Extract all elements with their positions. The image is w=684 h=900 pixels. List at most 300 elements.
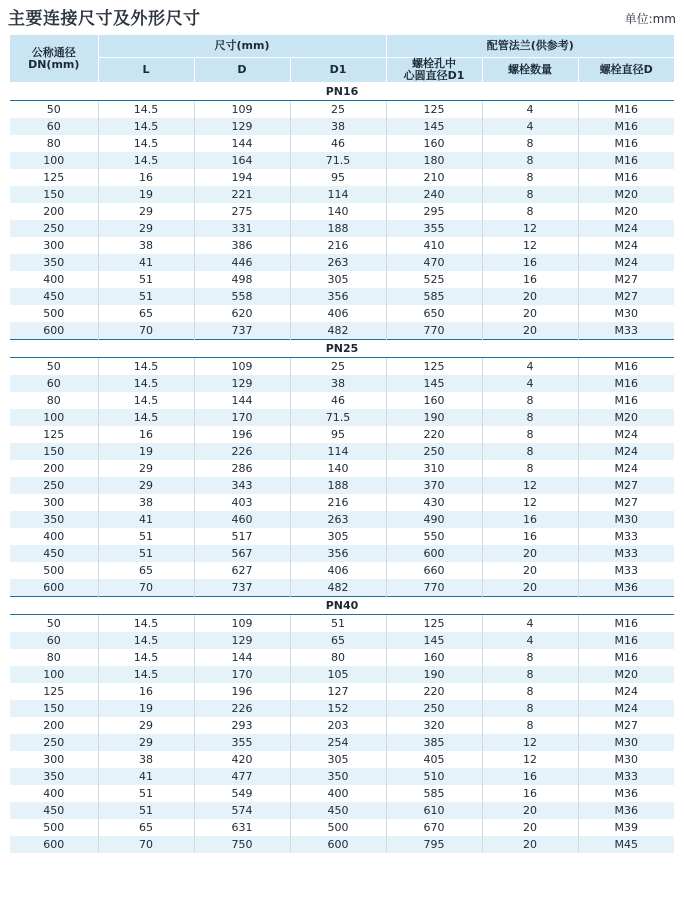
cell-bolt-center: 310 <box>386 460 482 477</box>
cell-bolt-diameter: M30 <box>578 734 674 751</box>
cell-l: 14.5 <box>98 615 194 633</box>
cell-d: 331 <box>194 220 290 237</box>
cell-bolt-count: 20 <box>482 579 578 597</box>
cell-bolt-center: 525 <box>386 271 482 288</box>
cell-bolt-count: 16 <box>482 768 578 785</box>
cell-l: 14.5 <box>98 118 194 135</box>
table-row <box>10 649 674 666</box>
cell-bolt-center: 180 <box>386 152 482 169</box>
cell-dn: 80 <box>10 392 98 409</box>
cell-dn: 500 <box>10 305 98 322</box>
cell-l: 41 <box>98 768 194 785</box>
cell-bolt-count: 4 <box>482 101 578 119</box>
cell-d: 460 <box>194 511 290 528</box>
cell-bolt-diameter: M36 <box>578 579 674 597</box>
cell-dn: 400 <box>10 785 98 802</box>
header-dn-line2: DN(mm) <box>28 57 80 71</box>
table-row <box>10 443 674 460</box>
cell-bolt-count: 8 <box>482 649 578 666</box>
cell-d1: 600 <box>290 836 386 853</box>
cell-bolt-center: 220 <box>386 683 482 700</box>
cell-d1: 114 <box>290 186 386 203</box>
cell-l: 70 <box>98 836 194 853</box>
cell-bolt-center: 240 <box>386 186 482 203</box>
cell-dn: 450 <box>10 288 98 305</box>
table-row <box>10 819 674 836</box>
table-row <box>10 305 674 322</box>
cell-d: 196 <box>194 683 290 700</box>
cell-bolt-count: 16 <box>482 271 578 288</box>
cell-l: 41 <box>98 254 194 271</box>
cell-bolt-count: 4 <box>482 615 578 633</box>
cell-d1: 95 <box>290 169 386 186</box>
section-header-row <box>10 340 674 358</box>
cell-bolt-count: 12 <box>482 751 578 768</box>
cell-l: 19 <box>98 700 194 717</box>
cell-bolt-diameter: M24 <box>578 683 674 700</box>
cell-l: 14.5 <box>98 135 194 152</box>
cell-l: 16 <box>98 683 194 700</box>
cell-d: 446 <box>194 254 290 271</box>
cell-l: 38 <box>98 751 194 768</box>
cell-bolt-center: 470 <box>386 254 482 271</box>
header-size-group: 尺寸(mm) <box>98 35 386 58</box>
section-label: PN40 <box>10 597 674 615</box>
header-l: L <box>98 58 194 83</box>
cell-l: 70 <box>98 322 194 340</box>
cell-d1: 140 <box>290 460 386 477</box>
cell-d1: 203 <box>290 717 386 734</box>
cell-d1: 152 <box>290 700 386 717</box>
cell-bolt-center: 585 <box>386 288 482 305</box>
cell-bolt-count: 8 <box>482 683 578 700</box>
cell-bolt-count: 8 <box>482 135 578 152</box>
cell-d: 129 <box>194 375 290 392</box>
header-dn <box>10 35 98 83</box>
cell-bolt-diameter: M27 <box>578 494 674 511</box>
section-pn25-body <box>10 340 674 597</box>
table-row <box>10 477 674 494</box>
cell-dn: 300 <box>10 751 98 768</box>
cell-d: 109 <box>194 615 290 633</box>
table-row <box>10 683 674 700</box>
table-row <box>10 426 674 443</box>
cell-bolt-diameter: M24 <box>578 237 674 254</box>
cell-bolt-center: 405 <box>386 751 482 768</box>
cell-d: 558 <box>194 288 290 305</box>
cell-d: 549 <box>194 785 290 802</box>
table-row <box>10 135 674 152</box>
table-row <box>10 717 674 734</box>
cell-d: 226 <box>194 700 290 717</box>
cell-l: 38 <box>98 237 194 254</box>
cell-bolt-count: 20 <box>482 802 578 819</box>
cell-bolt-center: 220 <box>386 426 482 443</box>
cell-bolt-center: 600 <box>386 545 482 562</box>
cell-bolt-diameter: M27 <box>578 271 674 288</box>
cell-bolt-count: 12 <box>482 494 578 511</box>
cell-d: 109 <box>194 101 290 119</box>
cell-d: 403 <box>194 494 290 511</box>
header-bolt-center-line2: 心圆直径D1 <box>403 69 465 82</box>
header-d1: D1 <box>290 58 386 83</box>
cell-d1: 25 <box>290 358 386 376</box>
cell-bolt-diameter: M30 <box>578 305 674 322</box>
cell-bolt-center: 320 <box>386 717 482 734</box>
cell-dn: 200 <box>10 460 98 477</box>
cell-d: 386 <box>194 237 290 254</box>
header-d: D <box>194 58 290 83</box>
cell-bolt-count: 4 <box>482 358 578 376</box>
cell-bolt-diameter: M24 <box>578 700 674 717</box>
cell-dn: 50 <box>10 358 98 376</box>
cell-d1: 400 <box>290 785 386 802</box>
cell-bolt-center: 660 <box>386 562 482 579</box>
cell-d1: 450 <box>290 802 386 819</box>
cell-bolt-center: 490 <box>386 511 482 528</box>
cell-bolt-diameter: M16 <box>578 101 674 119</box>
cell-bolt-center: 125 <box>386 615 482 633</box>
cell-l: 14.5 <box>98 409 194 426</box>
section-label: PN16 <box>10 83 674 101</box>
section-pn40-body <box>10 597 674 854</box>
page-title: 主要连接尺寸及外形尺寸 <box>8 9 201 29</box>
cell-bolt-center: 160 <box>386 392 482 409</box>
cell-d1: 305 <box>290 751 386 768</box>
table-row <box>10 237 674 254</box>
cell-bolt-diameter: M30 <box>578 751 674 768</box>
cell-dn: 125 <box>10 683 98 700</box>
cell-dn: 600 <box>10 836 98 853</box>
cell-d: 144 <box>194 392 290 409</box>
cell-bolt-count: 20 <box>482 819 578 836</box>
cell-bolt-count: 8 <box>482 409 578 426</box>
cell-bolt-diameter: M16 <box>578 632 674 649</box>
cell-dn: 100 <box>10 152 98 169</box>
cell-d1: 114 <box>290 443 386 460</box>
cell-d: 567 <box>194 545 290 562</box>
cell-d1: 38 <box>290 375 386 392</box>
table-row <box>10 288 674 305</box>
cell-bolt-count: 8 <box>482 666 578 683</box>
cell-l: 65 <box>98 562 194 579</box>
cell-bolt-diameter: M36 <box>578 802 674 819</box>
cell-d: 170 <box>194 666 290 683</box>
cell-d1: 65 <box>290 632 386 649</box>
cell-bolt-count: 12 <box>482 237 578 254</box>
cell-l: 41 <box>98 511 194 528</box>
cell-d1: 263 <box>290 254 386 271</box>
cell-bolt-count: 8 <box>482 717 578 734</box>
table-row <box>10 579 674 597</box>
cell-d1: 356 <box>290 288 386 305</box>
table-row <box>10 152 674 169</box>
header-flange-group: 配管法兰(供参考) <box>386 35 674 58</box>
cell-bolt-center: 125 <box>386 358 482 376</box>
cell-bolt-diameter: M16 <box>578 615 674 633</box>
cell-l: 14.5 <box>98 649 194 666</box>
cell-dn: 600 <box>10 579 98 597</box>
cell-bolt-center: 550 <box>386 528 482 545</box>
cell-bolt-count: 20 <box>482 836 578 853</box>
table-row <box>10 632 674 649</box>
cell-bolt-diameter: M24 <box>578 220 674 237</box>
cell-l: 19 <box>98 443 194 460</box>
cell-l: 51 <box>98 288 194 305</box>
cell-bolt-diameter: M16 <box>578 375 674 392</box>
cell-dn: 150 <box>10 443 98 460</box>
cell-dn: 80 <box>10 135 98 152</box>
table-row <box>10 358 674 376</box>
table-row <box>10 700 674 717</box>
cell-d: 194 <box>194 169 290 186</box>
table-row <box>10 615 674 633</box>
table-row <box>10 118 674 135</box>
cell-dn: 100 <box>10 409 98 426</box>
cell-bolt-count: 8 <box>482 392 578 409</box>
cell-bolt-count: 8 <box>482 460 578 477</box>
cell-dn: 400 <box>10 271 98 288</box>
cell-bolt-center: 410 <box>386 237 482 254</box>
cell-bolt-center: 145 <box>386 375 482 392</box>
cell-dn: 500 <box>10 562 98 579</box>
cell-dn: 300 <box>10 494 98 511</box>
table-row <box>10 271 674 288</box>
cell-bolt-diameter: M24 <box>578 254 674 271</box>
table-row <box>10 511 674 528</box>
cell-d1: 46 <box>290 392 386 409</box>
cell-bolt-center: 670 <box>386 819 482 836</box>
cell-d: 275 <box>194 203 290 220</box>
cell-d1: 350 <box>290 768 386 785</box>
cell-l: 51 <box>98 271 194 288</box>
cell-l: 29 <box>98 717 194 734</box>
cell-d1: 216 <box>290 494 386 511</box>
cell-bolt-center: 210 <box>386 169 482 186</box>
table-row <box>10 836 674 853</box>
cell-dn: 450 <box>10 802 98 819</box>
cell-d1: 305 <box>290 528 386 545</box>
cell-dn: 100 <box>10 666 98 683</box>
cell-dn: 50 <box>10 101 98 119</box>
cell-d1: 105 <box>290 666 386 683</box>
cell-d1: 46 <box>290 135 386 152</box>
cell-dn: 500 <box>10 819 98 836</box>
cell-d1: 140 <box>290 203 386 220</box>
cell-dn: 300 <box>10 237 98 254</box>
cell-bolt-center: 430 <box>386 494 482 511</box>
cell-dn: 60 <box>10 632 98 649</box>
cell-bolt-diameter: M16 <box>578 135 674 152</box>
cell-bolt-center: 770 <box>386 322 482 340</box>
cell-d1: 254 <box>290 734 386 751</box>
cell-bolt-diameter: M30 <box>578 511 674 528</box>
cell-bolt-center: 250 <box>386 443 482 460</box>
cell-d1: 406 <box>290 562 386 579</box>
cell-dn: 350 <box>10 254 98 271</box>
cell-bolt-count: 20 <box>482 545 578 562</box>
cell-d: 226 <box>194 443 290 460</box>
cell-bolt-diameter: M16 <box>578 649 674 666</box>
cell-bolt-diameter: M33 <box>578 562 674 579</box>
section-header-row <box>10 83 674 101</box>
table-row <box>10 169 674 186</box>
cell-bolt-center: 610 <box>386 802 482 819</box>
cell-bolt-diameter: M33 <box>578 322 674 340</box>
cell-d1: 71.5 <box>290 152 386 169</box>
cell-d: 477 <box>194 768 290 785</box>
cell-l: 38 <box>98 494 194 511</box>
cell-d1: 71.5 <box>290 409 386 426</box>
cell-l: 14.5 <box>98 101 194 119</box>
cell-bolt-diameter: M16 <box>578 152 674 169</box>
cell-bolt-center: 190 <box>386 666 482 683</box>
cell-l: 70 <box>98 579 194 597</box>
cell-bolt-count: 8 <box>482 186 578 203</box>
table-row <box>10 220 674 237</box>
cell-d: 420 <box>194 751 290 768</box>
cell-l: 51 <box>98 785 194 802</box>
cell-l: 29 <box>98 477 194 494</box>
cell-dn: 200 <box>10 717 98 734</box>
cell-l: 65 <box>98 305 194 322</box>
cell-d: 109 <box>194 358 290 376</box>
cell-d: 517 <box>194 528 290 545</box>
table-row <box>10 734 674 751</box>
section-pn16-body <box>10 83 674 340</box>
cell-l: 14.5 <box>98 358 194 376</box>
table-row <box>10 768 674 785</box>
header-bolt-center <box>386 58 482 83</box>
cell-l: 19 <box>98 186 194 203</box>
cell-d1: 482 <box>290 322 386 340</box>
cell-bolt-center: 355 <box>386 220 482 237</box>
cell-d: 355 <box>194 734 290 751</box>
cell-bolt-count: 16 <box>482 528 578 545</box>
cell-bolt-count: 8 <box>482 203 578 220</box>
table-row <box>10 254 674 271</box>
cell-d: 737 <box>194 579 290 597</box>
table-row <box>10 322 674 340</box>
section-header-row <box>10 597 674 615</box>
cell-dn: 80 <box>10 649 98 666</box>
cell-d1: 127 <box>290 683 386 700</box>
cell-dn: 450 <box>10 545 98 562</box>
cell-d: 286 <box>194 460 290 477</box>
table-row <box>10 494 674 511</box>
cell-bolt-count: 16 <box>482 511 578 528</box>
cell-bolt-count: 12 <box>482 477 578 494</box>
cell-bolt-center: 145 <box>386 118 482 135</box>
cell-bolt-diameter: M27 <box>578 477 674 494</box>
cell-d: 144 <box>194 649 290 666</box>
cell-bolt-count: 16 <box>482 785 578 802</box>
cell-bolt-count: 8 <box>482 426 578 443</box>
cell-l: 14.5 <box>98 632 194 649</box>
cell-dn: 50 <box>10 615 98 633</box>
cell-d: 129 <box>194 632 290 649</box>
cell-bolt-center: 585 <box>386 785 482 802</box>
cell-bolt-diameter: M36 <box>578 785 674 802</box>
cell-bolt-count: 20 <box>482 322 578 340</box>
cell-d: 631 <box>194 819 290 836</box>
cell-bolt-center: 370 <box>386 477 482 494</box>
cell-d1: 80 <box>290 649 386 666</box>
table-row <box>10 203 674 220</box>
table-row <box>10 528 674 545</box>
cell-d1: 38 <box>290 118 386 135</box>
cell-bolt-count: 4 <box>482 118 578 135</box>
cell-d: 574 <box>194 802 290 819</box>
cell-d: 170 <box>194 409 290 426</box>
cell-l: 16 <box>98 426 194 443</box>
cell-bolt-count: 8 <box>482 443 578 460</box>
dimensions-table <box>10 35 674 853</box>
cell-dn: 250 <box>10 734 98 751</box>
cell-l: 14.5 <box>98 375 194 392</box>
cell-d1: 188 <box>290 477 386 494</box>
cell-d: 498 <box>194 271 290 288</box>
cell-bolt-count: 20 <box>482 562 578 579</box>
cell-d: 750 <box>194 836 290 853</box>
header-bolt-center-line1: 螺栓孔中 <box>412 57 457 70</box>
cell-d: 627 <box>194 562 290 579</box>
cell-dn: 125 <box>10 169 98 186</box>
cell-dn: 60 <box>10 118 98 135</box>
header-bolt-diameter: 螺栓直径D <box>578 58 674 83</box>
cell-l: 16 <box>98 169 194 186</box>
cell-bolt-center: 160 <box>386 135 482 152</box>
cell-bolt-center: 190 <box>386 409 482 426</box>
cell-d1: 216 <box>290 237 386 254</box>
cell-bolt-center: 795 <box>386 836 482 853</box>
table-row <box>10 545 674 562</box>
cell-bolt-diameter: M16 <box>578 118 674 135</box>
cell-d: 129 <box>194 118 290 135</box>
table-row <box>10 562 674 579</box>
cell-l: 51 <box>98 802 194 819</box>
cell-d1: 356 <box>290 545 386 562</box>
cell-d1: 305 <box>290 271 386 288</box>
cell-bolt-count: 20 <box>482 305 578 322</box>
cell-d: 221 <box>194 186 290 203</box>
table-row <box>10 666 674 683</box>
cell-l: 14.5 <box>98 152 194 169</box>
cell-bolt-center: 295 <box>386 203 482 220</box>
cell-d: 620 <box>194 305 290 322</box>
cell-dn: 350 <box>10 511 98 528</box>
cell-dn: 150 <box>10 186 98 203</box>
cell-bolt-diameter: M20 <box>578 186 674 203</box>
cell-bolt-diameter: M33 <box>578 545 674 562</box>
cell-d1: 482 <box>290 579 386 597</box>
cell-dn: 250 <box>10 477 98 494</box>
cell-dn: 600 <box>10 322 98 340</box>
cell-dn: 200 <box>10 203 98 220</box>
cell-d1: 95 <box>290 426 386 443</box>
cell-d: 293 <box>194 717 290 734</box>
cell-l: 14.5 <box>98 666 194 683</box>
cell-bolt-center: 250 <box>386 700 482 717</box>
section-label: PN25 <box>10 340 674 358</box>
table-row <box>10 375 674 392</box>
cell-dn: 350 <box>10 768 98 785</box>
cell-d1: 188 <box>290 220 386 237</box>
cell-bolt-diameter: M20 <box>578 203 674 220</box>
cell-bolt-diameter: M16 <box>578 169 674 186</box>
cell-l: 51 <box>98 545 194 562</box>
table-row <box>10 785 674 802</box>
